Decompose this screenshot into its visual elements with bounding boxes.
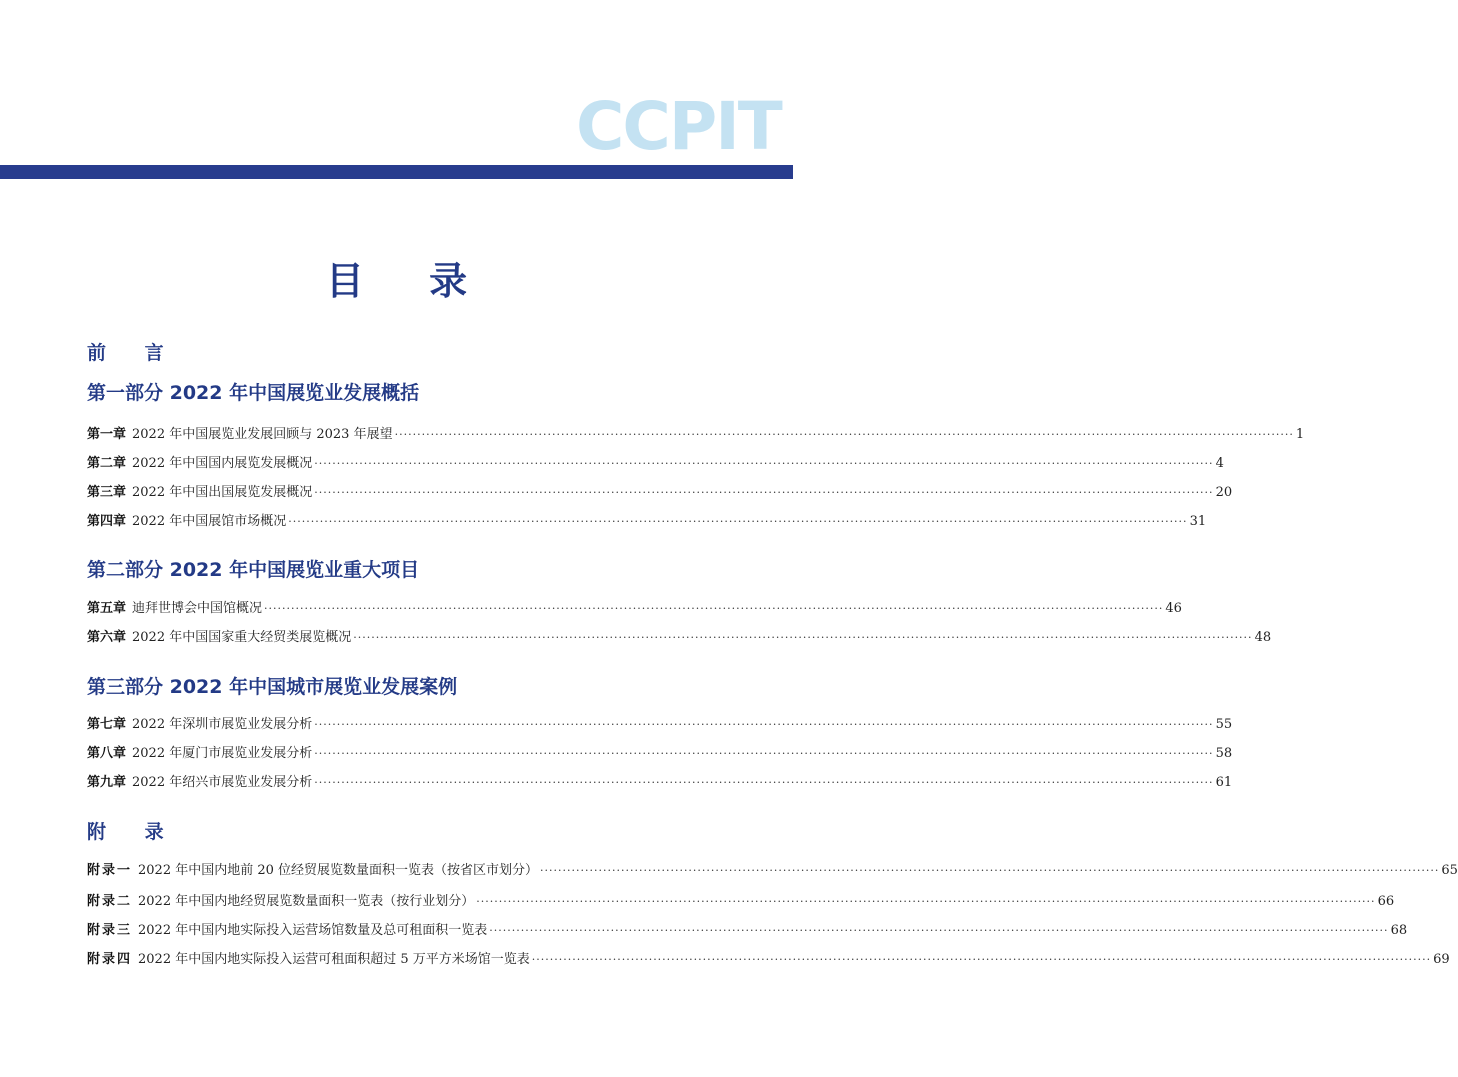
entry-label: 第六章 <box>87 630 127 645</box>
toc-entry[interactable] <box>87 890 1395 910</box>
leader-dots: ········································································································································································································ <box>489 924 1389 937</box>
header-band <box>0 165 793 179</box>
entry-label: 第二章 <box>87 456 127 471</box>
leader-dots: ········································································································································································································ <box>314 718 1214 731</box>
page-title: 目 录 <box>325 259 494 303</box>
entry-page: 20 <box>1215 485 1233 500</box>
leader-dots: ········································································································································································································ <box>394 428 1294 441</box>
entry-page: 65 <box>1441 863 1458 878</box>
entry-label: 第一章 <box>87 427 127 442</box>
entry-page: 66 <box>1377 894 1395 909</box>
entry-page: 58 <box>1215 746 1233 761</box>
entry-label: 附录二 <box>87 894 133 909</box>
section-part-two[interactable]: 第二部分 2022 年中国展览业重大项目 <box>87 559 420 581</box>
leader-dots: ········································································································································································································ <box>314 486 1214 499</box>
leader-dots: ········································································································································································································ <box>314 457 1214 470</box>
toc-entry[interactable] <box>87 423 1305 443</box>
entry-page: 69 <box>1433 952 1450 967</box>
leader-dots: ········································································································································································································ <box>540 864 1440 877</box>
toc-entry[interactable] <box>87 859 1458 879</box>
entry-label: 附录四 <box>87 952 133 967</box>
toc-entry[interactable] <box>87 771 1233 791</box>
ccpit-logo: CCPIT <box>576 88 781 165</box>
entry-text: 2022 年中国国内展览发展概况 <box>132 456 313 471</box>
leader-dots: ········································································································································································································ <box>531 953 1432 966</box>
entry-page: 4 <box>1215 456 1224 471</box>
toc-entry[interactable] <box>87 597 1182 617</box>
toc-entry[interactable] <box>87 919 1408 939</box>
leader-dots: ········································································································································································································ <box>288 515 1188 528</box>
entry-label: 第五章 <box>87 601 127 616</box>
entry-label: 第三章 <box>87 485 127 500</box>
toc-entry[interactable] <box>87 742 1233 762</box>
section-appendix[interactable]: 附 录 <box>87 821 180 843</box>
entry-text: 2022 年绍兴市展览业发展分析 <box>132 775 313 790</box>
entry-text: 2022 年中国展馆市场概况 <box>132 514 287 529</box>
entry-label: 第七章 <box>87 717 127 732</box>
section-part-three[interactable]: 第三部分 2022 年中国城市展览业发展案例 <box>87 676 458 698</box>
entry-text: 2022 年中国内地经贸展览数量面积一览表（按行业划分） <box>138 894 475 909</box>
entry-text: 2022 年中国内地实际投入运营可租面积超过 5 万平方米场馆一览表 <box>138 952 530 967</box>
entry-label: 附录三 <box>87 923 133 938</box>
entry-text: 2022 年中国国家重大经贸类展览概况 <box>132 630 352 645</box>
entry-text: 2022 年中国展览业发展回顾与 2023 年展望 <box>132 427 393 442</box>
toc-entry[interactable] <box>87 626 1272 646</box>
toc-entry[interactable] <box>87 948 1450 968</box>
entry-page: 55 <box>1215 717 1233 732</box>
entry-label: 附录一 <box>87 863 133 878</box>
leader-dots: ········································································································································································································ <box>314 776 1214 789</box>
entry-label: 第八章 <box>87 746 127 761</box>
entry-page: 1 <box>1295 427 1305 442</box>
entry-label: 第九章 <box>87 775 127 790</box>
entry-text: 2022 年中国内地实际投入运营场馆数量及总可租面积一览表 <box>138 923 488 938</box>
entry-label: 第四章 <box>87 514 127 529</box>
leader-dots: ········································································································································································································ <box>314 747 1214 760</box>
leader-dots: ········································································································································································································ <box>264 602 1164 615</box>
entry-page: 46 <box>1165 601 1182 616</box>
leader-dots: ········································································································································································································ <box>476 895 1376 908</box>
entry-text: 2022 年中国出国展览发展概况 <box>132 485 313 500</box>
entry-text: 2022 年深圳市展览业发展分析 <box>132 717 313 732</box>
entry-page: 68 <box>1390 923 1408 938</box>
entry-page: 48 <box>1254 630 1272 645</box>
toc-entry[interactable] <box>87 510 1207 530</box>
entry-page: 31 <box>1189 514 1207 529</box>
toc-entry[interactable] <box>87 713 1233 733</box>
entry-text: 迪拜世博会中国馆概况 <box>132 601 263 616</box>
section-preface[interactable]: 前 言 <box>87 342 180 364</box>
toc-entry[interactable] <box>87 481 1233 501</box>
entry-text: 2022 年中国内地前 20 位经贸展览数量面积一览表（按省区市划分） <box>138 863 539 878</box>
toc-entry[interactable] <box>87 452 1224 472</box>
section-part-one[interactable]: 第一部分 2022 年中国展览业发展概括 <box>87 382 420 404</box>
entry-text: 2022 年厦门市展览业发展分析 <box>132 746 313 761</box>
leader-dots: ········································································································································································································ <box>353 631 1253 644</box>
entry-page: 61 <box>1215 775 1233 790</box>
